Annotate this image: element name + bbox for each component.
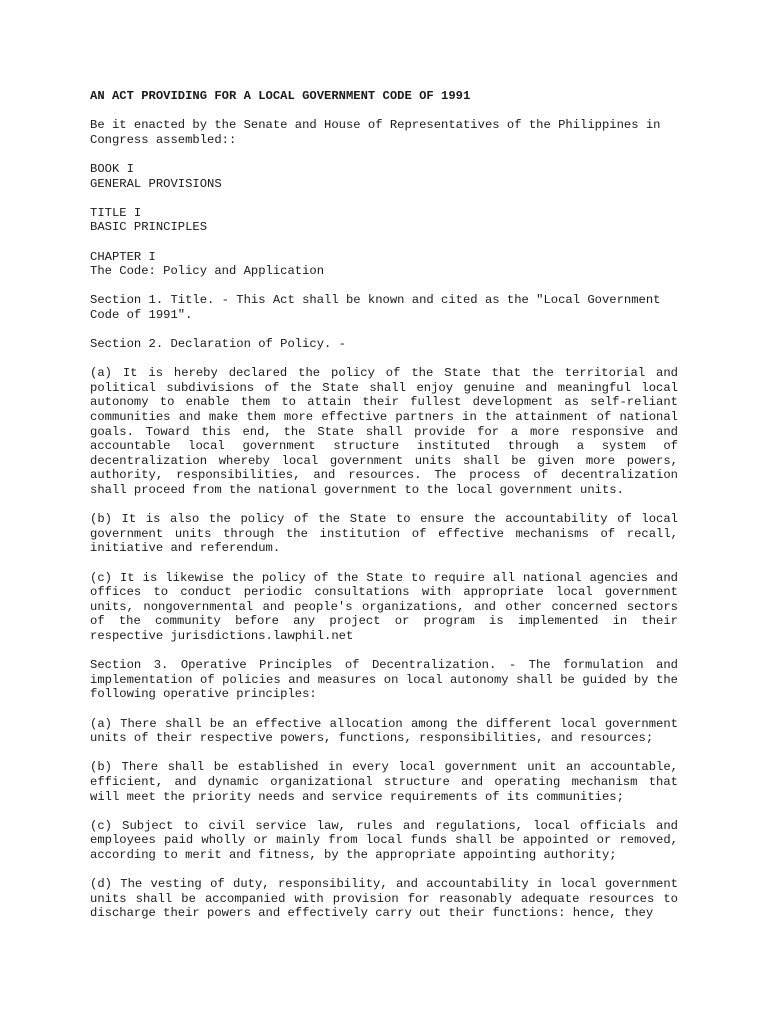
- section-2-paragraph-b: (b) It is also the policy of the State to ensure the accountability of local government units through the institution of effective mechanisms of recall, initiative and referendum.: [90, 512, 678, 556]
- chapter-heading: [90, 250, 678, 279]
- chapter-number: CHAPTER I: [90, 249, 156, 264]
- section-2-paragraph-c: (c) It is likewise the policy of the State to require all national agencies and offices to conduct periodic consultations with appropriate local government units, nongovernmental and people's organizations, and other concerned sectors of the community before any project or program is implemented in their respective jurisdictions.lawphil.net: [90, 570, 678, 643]
- book-heading: [90, 162, 678, 191]
- enactment-clause: Be it enacted by the Senate and House of Representatives of the Philippines in Congress assembled::: [90, 118, 661, 147]
- section-3-paragraph-c: (c) Subject to civil service law, rules and regulations, local officials and employees paid wholly or mainly from local funds shall be appointed or removed, according to merit and fitness, by the appropriate appointing authority;: [90, 818, 678, 862]
- section-3-paragraph-b: (b) There shall be established in every local government unit an accountable, efficient, and dynamic organizational structure and operating mechanism that will meet the priority needs and service requirements of its communities;: [90, 760, 678, 804]
- section-3-heading: Section 3. Operative Principles of Decentralization. - The formulation and implementation of policies and measures on local autonomy shall be guided by the following operative principles:: [90, 658, 678, 702]
- chapter-name: The Code: Policy and Application: [90, 264, 325, 279]
- document-body: [90, 89, 678, 935]
- document-title: AN ACT PROVIDING FOR A LOCAL GOVERNMENT CODE OF 1991: [90, 89, 471, 103]
- section-2-heading: Section 2. Declaration of Policy. -: [90, 337, 346, 352]
- book-number: BOOK I: [90, 161, 134, 176]
- title-heading: [90, 206, 678, 235]
- book-name: GENERAL PROVISIONS: [90, 176, 222, 191]
- title-number: TITLE I: [90, 205, 142, 220]
- section-3-paragraph-a: (a) There shall be an effective allocation among the different local government units of their respective powers, functions, responsibilities, and resources;: [90, 716, 678, 746]
- title-name: BASIC PRINCIPLES: [90, 220, 208, 235]
- section-3-paragraph-d: (d) The vesting of duty, responsibility, and accountability in local government units shall be accompanied with provision for reasonably adequate resources to discharge their powers and effectively carry out their functions: hence, they: [90, 877, 678, 921]
- section-2-paragraph-a: (a) It is hereby declared the policy of the State that the territorial and political subdivisions of the State shall enjoy genuine and meaningful local autonomy to enable them to attain their fullest development as self-reliant communities and make them more effective partners in the attainment of national goals. Toward this end, the State shall provide for a more responsive and accountable local government structure instituted through a system of decentralization whereby local government units shall be given more powers, authority, responsibilities, and resources. The process of decentralization shall proceed from the national government to the local government units.: [90, 366, 678, 498]
- section-1: Section 1. Title. - This Act shall be known and cited as the "Local Government Code of 1991".: [90, 293, 661, 322]
